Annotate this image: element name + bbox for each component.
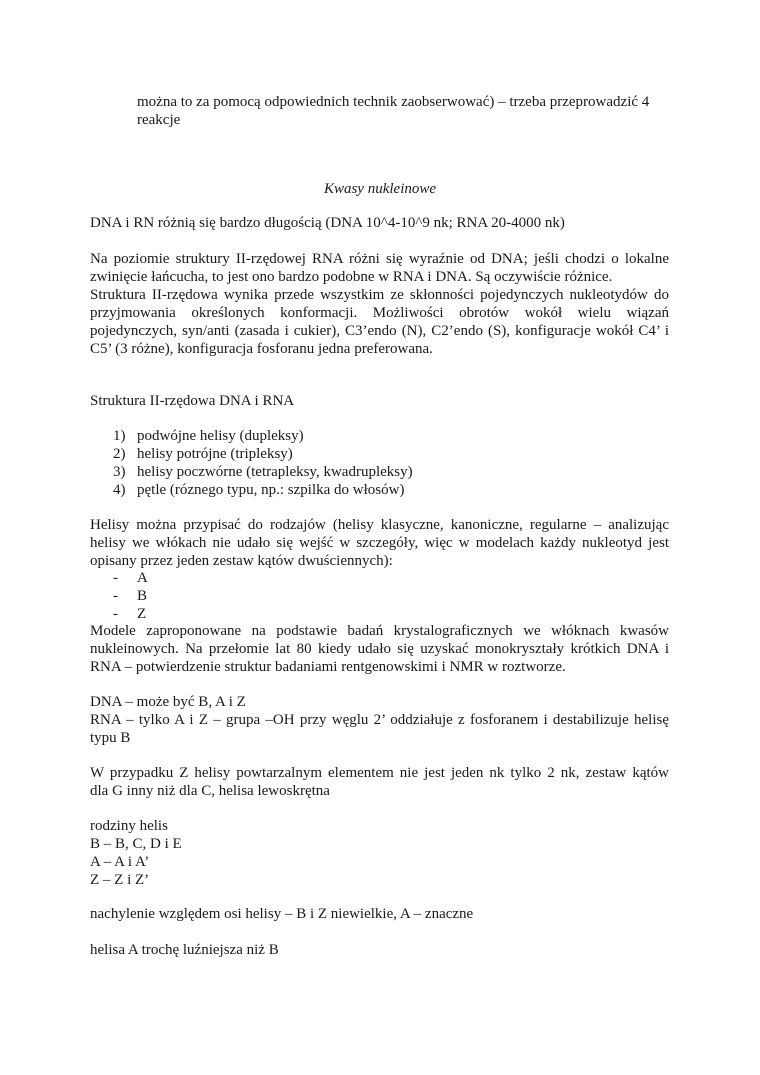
structure-para-line: Na poziomie struktury II-rzędowej RNA różni się wyraźnie od DNA; jeśli chodzi o lokalne	[90, 251, 669, 267]
family-item: Z – Z i Z’	[90, 872, 150, 888]
rna-line: RNA – tylko A i Z – grupa –OH przy węglu 2’ oddziałuje z fosforanem i destabilizuje helisę	[90, 712, 669, 728]
intro-line-1: można to za pomocą odpowiednich technik zaobserwować) – trzeba przeprowadzić 4	[137, 94, 650, 110]
list-dash: -	[113, 570, 118, 586]
family-item: B – B, C, D i E	[90, 836, 182, 852]
structure-para-line: C5’ (3 różne), konfiguracja fosforanu jedna preferowana.	[90, 341, 433, 357]
list-item-number: 1)	[113, 428, 126, 444]
rna-line-cont: typu B	[90, 730, 131, 746]
list-item-number: 4)	[113, 482, 126, 498]
section-heading: Struktura II-rzędowa DNA i RNA	[90, 393, 295, 409]
inclination-line: nachylenie względem osi helisy – B i Z niewielkie, A – znaczne	[90, 906, 474, 922]
helix-para-line: helisy we włókach nie udało się wejść w szczegóły, więc w modelach każdy nukleotyd jest	[90, 535, 669, 551]
structure-para-line: przyjmowania określonych konformacji. Możliwości obrotów wokół wielu wiązań	[90, 305, 669, 321]
last-line: helisa A trochę luźniejsza niż B	[90, 942, 279, 958]
intro-line-2: reakcje	[137, 112, 181, 128]
helix-para-line: opisany przez jeden zestaw kątów dwuściennych):	[90, 553, 393, 569]
dna-line: DNA – może być B, A i Z	[90, 694, 246, 710]
helix-para-line: Helisy można przypisać do rodzajów (helisy klasyczne, kanoniczne, regularne – analizując	[90, 517, 669, 533]
list-item: B	[137, 588, 148, 604]
structure-para-line: Struktura II-rzędowa wynika przede wszystkim ze skłonności pojedynczych nukleotydów do	[90, 287, 669, 303]
list-item: helisy potrójne (tripleksy)	[137, 446, 293, 462]
page-title: Kwasy nukleinowe	[323, 181, 437, 197]
list-item-number: 2)	[113, 446, 126, 462]
list-item: Z	[137, 606, 147, 622]
structure-para-line: zwinięcie łańcucha, to jest ono bardzo podobne w RNA i DNA. Są oczywiście różnice.	[90, 269, 613, 285]
list-item-number: 3)	[113, 464, 126, 480]
z-para-line: W przypadku Z helisy powtarzalnym elementem nie jest jeden nk tylko 2 nk, zestaw kątów	[90, 765, 669, 781]
models-para-line: Modele zaproponowane na podstawie badań krystalograficznych we włóknach kwasów	[90, 623, 669, 639]
models-para-line: RNA – potwierdzenie struktur badaniami rentgenowskimi i NMR w roztworze.	[90, 659, 566, 675]
models-para-line: nukleinowych. Na przełomie lat 80 kiedy udało się uzyskać monokryształy krótkich DNA i	[90, 641, 669, 657]
structure-para-line: pojedynczych, syn/anti (zasada i cukier), C3’endo (N), C2’endo (S), konfiguracje wokół C4’ i	[90, 323, 669, 339]
length-note: DNA i RN różnią się bardzo długością (DNA 10^4-10^9 nk; RNA 20-4000 nk)	[90, 215, 565, 231]
list-item: pętle (róznego typu, np.: szpilka do włosów)	[137, 482, 405, 498]
list-dash: -	[113, 588, 118, 604]
list-item: helisy poczwórne (tetrapleksy, kwadrupleksy)	[137, 464, 413, 480]
list-item: podwójne helisy (dupleksy)	[137, 428, 304, 444]
list-dash: -	[113, 606, 118, 622]
z-para-line: dla G inny niż dla C, helisa lewoskrętna	[90, 783, 330, 799]
family-item: A – A i A’	[90, 854, 150, 870]
families-heading: rodziny helis	[90, 818, 168, 834]
list-item: A	[137, 570, 148, 586]
